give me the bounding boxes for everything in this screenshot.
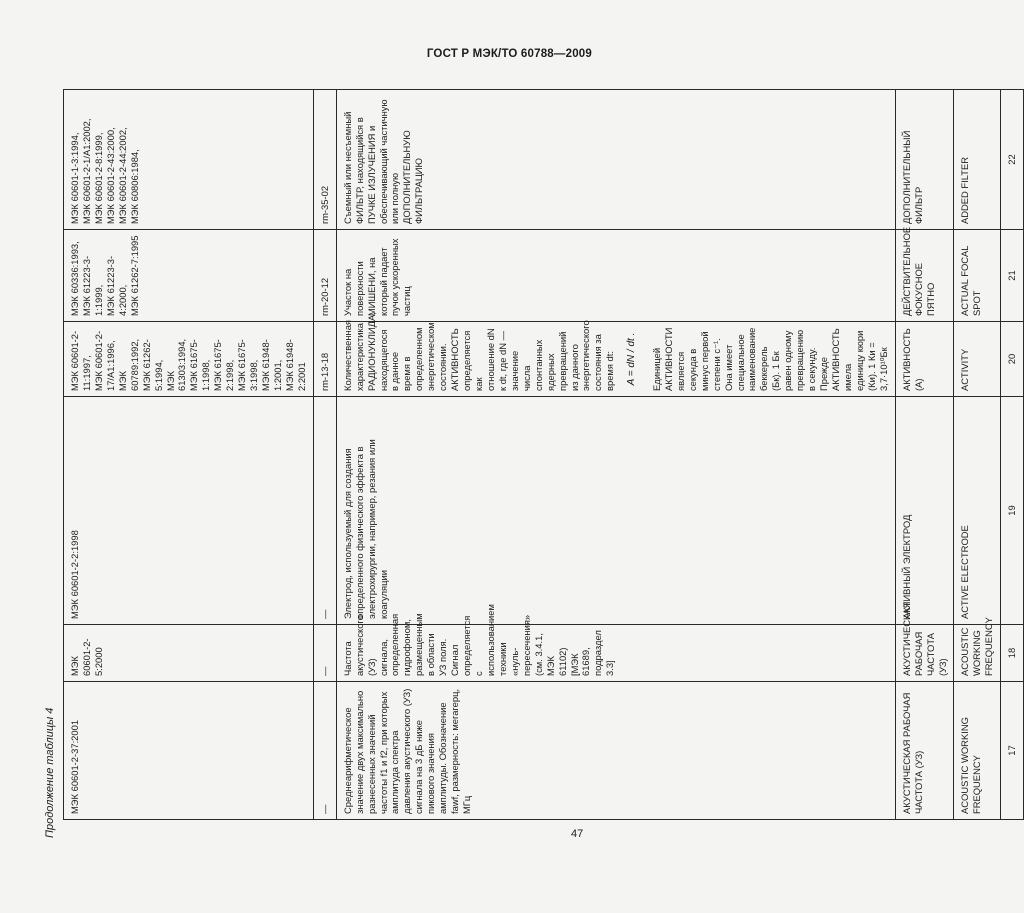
- definition-text: Электрод, используемый для создания определенного физического эффекта в электрохирургии, например, резания или коагуляции: [341, 439, 389, 619]
- definition-text: Среднеарифметическое значение двух максимально разнесенных значений частоты f1 и f2, при которых амплитуда спектра давления акустического (УЗ) сигнала на 3 дБ ниже пикового значения амплитуды. Обозначение fawf, размерность: мегагерц, МГц: [341, 688, 473, 814]
- definition-note: Единицей АКТИВНОСТИ является секунда в минус первой степени с⁻¹. Она имеет специальное наименование беккерель (Бк). 1 Бк равен одному превращению в секунду. Прежде АКТИВНОСТЬ имела единицу кюри (Ки). 1 Ки = 3,7·10¹⁰Бк: [650, 327, 889, 391]
- ru-term-cell: АКУСТИЧЕСКАЯ РАБОЧАЯ ЧАСТОТА (УЗ): [895, 625, 954, 682]
- ru-term-cell: ДЕЙСТВИТЕЛЬНОЕ ФОКУСНОЕ ПЯТНО: [895, 230, 954, 322]
- number-cell: 18: [1001, 625, 1024, 682]
- activity-formula: A = dN / dt .: [626, 332, 638, 386]
- reference-cell: [64, 682, 314, 820]
- rotated-table-container: [63, 90, 1018, 820]
- en-term-cell: ADDED FILTER: [954, 90, 1001, 230]
- reference-item: МЭК 60806:1984,: [128, 149, 140, 224]
- en-term-cell: ACTIVITY: [954, 322, 1001, 397]
- en-term-cell: ACOUSTIC WORKING FREQUENCY: [954, 625, 1001, 682]
- reference-item: МЭК 61262-5:1994,: [140, 339, 164, 391]
- reference-item: МЭК 60601-2-2:1998: [69, 530, 80, 619]
- reference-item: МЭК 60601-2-11:1997,: [69, 330, 92, 391]
- code-cell: —: [313, 625, 336, 682]
- ru-term-cell: ДОПОЛНИТЕЛЬНЫЙ ФИЛЬТР: [895, 90, 954, 230]
- number-cell: 19: [1001, 397, 1024, 625]
- code-cell: rm-13-18: [313, 322, 336, 397]
- table-row: [64, 90, 314, 820]
- number-cell: 22: [1001, 90, 1024, 230]
- reference-item: МЭК 61303:1994,: [164, 338, 188, 391]
- definition-cell: [336, 312, 895, 397]
- document-header: ГОСТ Р МЭК/ТО 60788—2009: [426, 48, 592, 60]
- terms-table: [63, 89, 1024, 820]
- definition-cell: [336, 604, 895, 682]
- reference-item: МЭК 60601-2-5:2000: [69, 638, 104, 676]
- number-cell: 20: [1001, 322, 1024, 397]
- table-continued-label: Продолжение таблицы 4: [44, 707, 56, 838]
- definition-text: Частота акустического (УЗ) сигнала, определенная гидрофоном, размещенным в области УЗ поля. Сигнал определяется с использованием техники «нуль-пересечения» (см. 3.4.1, МЭК 61102) [МЭК 61689, подраздел 3.3]: [341, 604, 616, 676]
- en-term-cell: ACOUSTIC WORKING FREQUENCY: [954, 682, 1001, 820]
- reference-item: МЭК 60601-2-43:2000,: [104, 127, 116, 224]
- definition-text: Количественная характеристика РАДИОНУКЛИДА, находящегося в данное время в определенном энергетическом состоянии. АКТИВНОСТЬ определяется как отношение dN к dt, где dN — значение числа спонтанных ядерных превращений из данного энергетического состояния за время dt:: [341, 312, 616, 391]
- reference-item: МЭК 61223-3-1:1999,: [80, 255, 104, 316]
- reference-item: МЭК 61675-2:1998,: [212, 339, 236, 391]
- reference-item: МЭК 61948-1:2001,: [260, 339, 283, 391]
- number-cell: 21: [1001, 230, 1024, 322]
- code-cell: rm-35-02: [313, 90, 336, 230]
- reference-item: МЭК 61948-2:2001: [283, 339, 307, 391]
- table-row: [895, 90, 954, 820]
- code-cell: rm-20-12: [313, 230, 336, 322]
- en-term-cell: ACTIVE ELECTRODE: [954, 397, 1001, 625]
- reference-item: МЭК 60789:1992,: [116, 338, 140, 391]
- reference-item: МЭК 61262-7:1995: [128, 235, 140, 316]
- definition-text: Съемный или несъемный ФИЛЬТР, находящийся в ПУЧКЕ ИЗЛУЧЕНИЯ и обеспечивающий частичную или полную ДОПОЛНИТЕЛЬНУЮ ФИЛЬТРАЦИЮ: [341, 99, 425, 224]
- definition-cell: [336, 230, 895, 322]
- ru-term-cell: АКУСТИЧЕСКАЯ РАБОЧАЯ ЧАСТОТА (УЗ): [895, 682, 954, 820]
- reference-item: МЭК 60601-1-3:1994,: [69, 132, 80, 224]
- reference-cell: [64, 90, 314, 230]
- reference-cell: [64, 397, 314, 625]
- definition-cell: [336, 397, 895, 625]
- reference-item: МЭК 60601-2-17/А1:1996,: [92, 330, 116, 391]
- reference-cell: [64, 625, 314, 682]
- reference-item: МЭК 61675-3:1998,: [236, 339, 260, 391]
- code-cell: —: [313, 682, 336, 820]
- reference-cell: [64, 322, 314, 397]
- ru-term-cell: АКТИВНЫЙ ЭЛЕКТРОД: [895, 397, 954, 625]
- table-row: [954, 90, 1001, 820]
- definition-cell: [336, 90, 895, 230]
- table-row: [313, 90, 336, 820]
- reference-item: МЭК 60601-2-1/А1:2002,: [80, 118, 92, 224]
- code-cell: —: [313, 397, 336, 625]
- reference-item: МЭК 61223-3-4:2000,: [104, 255, 128, 316]
- reference-item: МЭК 60601-2-44:2002,: [116, 127, 128, 224]
- reference-item: МЭК 60336:1993,: [69, 241, 80, 316]
- table-row: [1001, 90, 1024, 820]
- definition-text: Участок на поверхности МИШЕНИ, на который падает пучок ускоренных частиц: [341, 238, 413, 316]
- reference-cell: [64, 230, 314, 322]
- number-cell: 17: [1001, 682, 1024, 820]
- definition-cell: [336, 682, 895, 820]
- en-term-cell: ACTUAL FOCAL SPOT: [954, 230, 1001, 322]
- ru-term-cell: АКТИВНОСТЬ (A): [895, 322, 954, 397]
- page-number: 47: [571, 828, 584, 840]
- reference-item: МЭК 61675-1:1998,: [188, 339, 212, 391]
- reference-item: МЭК 60601-2-8:1999,: [92, 132, 104, 224]
- reference-item: МЭК 60601-2-37:2001: [69, 719, 80, 814]
- table-row: [336, 90, 895, 820]
